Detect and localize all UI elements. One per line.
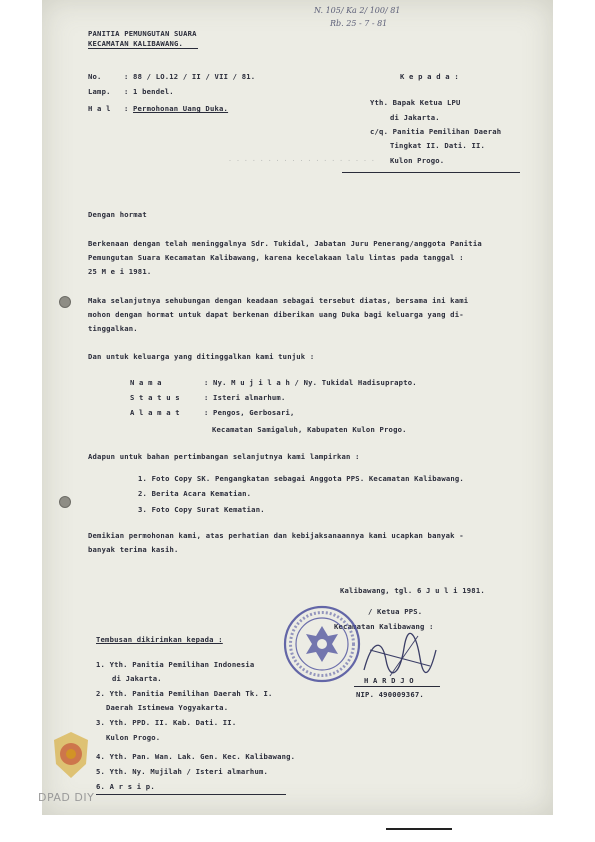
paragraph2-line1: Maka selanjutnya sehubungan dengan keadaan sebagai tersebut diatas, bersama ini kami bbox=[88, 296, 469, 305]
cc-item: 3. Yth. PPD. II. Kab. Dati. II. bbox=[96, 718, 237, 727]
cc-item: 1. Yth. Panitia Pemilihan Indonesia bbox=[96, 660, 255, 669]
recipient-line4: Tingkat II. Dati. II. bbox=[390, 141, 486, 150]
cc-item: 5. Yth. Ny. Mujilah / Isteri almarhum. bbox=[96, 767, 269, 776]
signatory-name-underline bbox=[354, 686, 440, 687]
cc-item: di Jakarta. bbox=[112, 674, 162, 683]
attachment-label: Lamp. bbox=[88, 87, 111, 96]
handwritten-note-2: Rb. 25 - 7 - 81 bbox=[330, 19, 388, 28]
attachment-item-1: 1. Foto Copy SK. Pengangkatan sebagai Anggota PPS. Kecamatan Kalibawang. bbox=[138, 474, 464, 483]
number-value: : 88 / LO.12 / II / VII / 81. bbox=[124, 72, 256, 81]
punch-hole bbox=[59, 296, 71, 308]
recipient-heading: K e p a d a : bbox=[400, 72, 459, 81]
number-label: No. bbox=[88, 72, 102, 81]
closing-line2: banyak terima kasih. bbox=[88, 545, 179, 554]
heir-name-label: N a m a bbox=[130, 378, 162, 387]
heir-address-label: A l a m a t bbox=[130, 408, 180, 417]
signatory-name: H A R D J O bbox=[364, 676, 414, 685]
page-bottom-mark bbox=[386, 828, 452, 830]
cc-heading: Tembusan dikirimkan kepada : bbox=[96, 635, 223, 644]
signature-place-date: Kalibawang, tgl. 6 J u l i 1981. bbox=[340, 586, 485, 595]
heir-status-label: S t a t u s bbox=[130, 393, 180, 402]
heir-address-value-line2: Kecamatan Samigaluh, Kabupaten Kulon Progo. bbox=[212, 425, 407, 434]
subject-value: Permohonan Uang Duka. bbox=[133, 104, 229, 113]
attachment-value: : 1 bendel. bbox=[124, 87, 174, 96]
salutation: Dengan hormat bbox=[88, 210, 147, 219]
cc-bottom-rule bbox=[96, 794, 286, 795]
cc-item: Daerah Istimewa Yogyakarta. bbox=[106, 703, 229, 712]
handwritten-note-1: N. 105/ Ka 2/ 100/ 81 bbox=[314, 6, 401, 15]
cc-item: Kulon Progo. bbox=[106, 733, 161, 742]
recipient-line2: di Jakarta. bbox=[390, 113, 440, 122]
handwritten-signature-icon bbox=[360, 630, 440, 680]
attachment-item-3: 3. Foto Copy Surat Kematian. bbox=[138, 505, 265, 514]
cc-item: 4. Yth. Pan. Wan. Lak. Gen. Kec. Kalibawang. bbox=[96, 752, 296, 761]
heir-address-value: : Pengos, Gerbosari, bbox=[204, 408, 295, 417]
heir-status-value: : Isteri almarhum. bbox=[204, 393, 286, 402]
document-page bbox=[42, 0, 553, 815]
org-name-line1: PANITIA PEMUNGUTAN SUARA bbox=[88, 29, 197, 38]
paragraph1-line1: Berkenaan dengan telah meninggalnya Sdr. Tukidal, Jabatan Juru Penerang/anggota Panitia bbox=[88, 239, 482, 248]
paragraph1-line3: 25 M e i 1981. bbox=[88, 267, 152, 276]
closing-line1: Demikian permohonan kami, atas perhatian dan kebijaksanaannya kami ucapkan banyak - bbox=[88, 531, 464, 540]
subject-label: H a l bbox=[88, 104, 111, 113]
paragraph2-line2: mohon dengan hormat untuk dapat berkenan diberikan uang Duka bagi keluarga yang di- bbox=[88, 310, 464, 319]
letterhead-underline bbox=[88, 48, 198, 49]
signature-role-line1: / Ketua PPS. bbox=[368, 607, 423, 616]
paragraph2-line3: tinggalkan. bbox=[88, 324, 138, 333]
cc-item: 6. A r s i p. bbox=[96, 782, 155, 791]
paragraph3: Dan untuk keluarga yang ditinggalkan kami tunjuk : bbox=[88, 352, 315, 361]
archive-watermark: DPAD DIY bbox=[38, 791, 95, 804]
recipient-divider bbox=[342, 172, 520, 173]
paragraph4: Adapun untuk bahan pertimbangan selanjutnya kami lampirkan : bbox=[88, 452, 360, 461]
signatory-nip: NIP. 490009367. bbox=[356, 690, 424, 699]
attachment-item-2: 2. Berita Acara Kematian. bbox=[138, 489, 252, 498]
recipient-line5: Kulon Progo. bbox=[390, 156, 445, 165]
subject-colon: : bbox=[124, 104, 129, 113]
punch-hole bbox=[59, 496, 71, 508]
org-name-line2: KECAMATAN KALIBAWANG. bbox=[88, 39, 184, 48]
bleed-through-text: . . . . . . . . . . . . . . . . . . . bbox=[228, 155, 375, 163]
signature-role-line2: Kecamatan Kalibawang : bbox=[334, 622, 434, 631]
recipient-line3: c/q. Panitia Pemilihan Daerah bbox=[370, 127, 502, 136]
heir-name-value: : Ny. M u j i l a h / Ny. Tukidal Hadisuprapto. bbox=[204, 378, 417, 387]
cc-item: 2. Yth. Panitia Pemilihan Daerah Tk. I. bbox=[96, 689, 273, 698]
recipient-line1: Yth. Bapak Ketua LPU bbox=[370, 98, 461, 107]
official-seal-icon bbox=[282, 604, 362, 684]
archive-logo-icon bbox=[50, 730, 92, 780]
paragraph1-line2: Pemungutan Suara Kecamatan Kalibawang, karena kecelakaan lalu lintas pada tanggal : bbox=[88, 253, 464, 262]
